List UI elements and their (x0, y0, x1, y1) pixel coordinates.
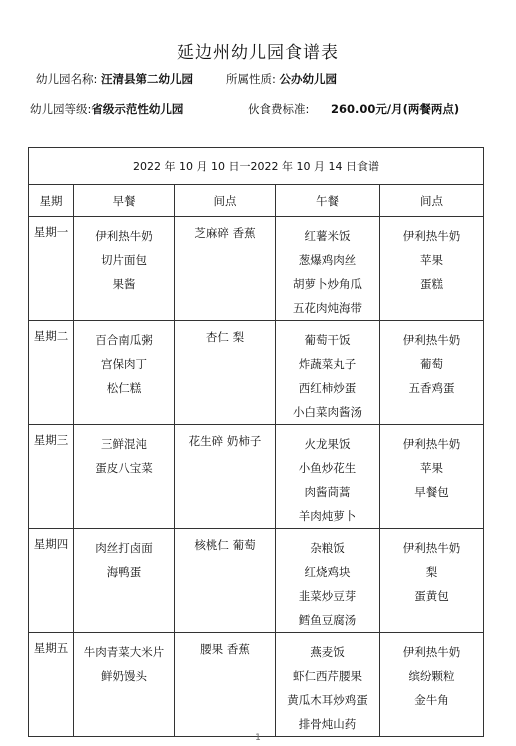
menu-item: 韭菜炒豆芽 (298, 589, 357, 603)
lunch-cell (276, 633, 380, 737)
menu-item: 伊利热牛奶 (402, 229, 461, 243)
menu-item: 葡萄干饭 (304, 333, 351, 347)
menu-item: 红薯米饭 (304, 229, 351, 243)
menu-item: 百合南瓜粥 (95, 333, 153, 347)
menu-item: 肉丝打卤面 (95, 541, 153, 555)
fee-value: 260.00元/月(两餐两点) (331, 102, 460, 116)
kindergarten-name (36, 71, 193, 87)
name-value: 汪清县第二幼儿园 (101, 72, 194, 86)
lunch-cell (276, 321, 380, 425)
breakfast-cell (74, 425, 175, 529)
menu-item: 伊利热牛奶 (402, 645, 461, 659)
breakfast-cell (74, 217, 175, 321)
page-title: 延边州幼儿园食谱表 (177, 43, 339, 63)
menu-item: 伊利热牛奶 (402, 437, 461, 451)
header-breakfast: 早餐 (74, 185, 175, 217)
lunch-cell (276, 217, 380, 321)
menu-item: 五花肉炖海带 (293, 301, 362, 315)
menu-item: 核桃仁 葡萄 (194, 538, 256, 552)
level-value: 省级示范性幼儿园 (91, 102, 184, 116)
menu-item: 鳕鱼豆腐汤 (298, 613, 357, 627)
level-label: 幼儿园等级: (30, 102, 92, 116)
kindergarten-level (30, 101, 183, 117)
meal-fee (248, 101, 459, 117)
table-row (29, 321, 484, 425)
nature-label: 所属性质: (226, 72, 276, 86)
table-row (29, 633, 484, 737)
menu-item: 葱爆鸡肉丝 (298, 253, 357, 267)
breakfast-cell (74, 529, 175, 633)
snack-pm-cell (380, 529, 484, 633)
menu-item: 早餐包 (414, 485, 449, 499)
date-range: 2022 年 10 月 10 日一2022 年 10 月 14 日食谱 (29, 148, 484, 185)
menu-item: 腰果 香蕉 (200, 642, 250, 656)
header-row (29, 185, 484, 217)
day-cell: 星期一 (29, 217, 74, 321)
menu-table (28, 147, 484, 737)
menu-item: 苹果 (420, 461, 443, 475)
day-cell: 星期四 (29, 529, 74, 633)
table-row (29, 425, 484, 529)
menu-item: 炸蔬菜丸子 (298, 357, 357, 371)
snack-pm-cell (380, 321, 484, 425)
table-row (29, 529, 484, 633)
menu-item: 伊利热牛奶 (95, 229, 153, 243)
menu-item: 伊利热牛奶 (402, 541, 461, 555)
menu-item: 蛋糕 (420, 277, 443, 291)
menu-item: 小鱼炒花生 (298, 461, 357, 475)
page-number: 1 (255, 733, 261, 743)
snack-pm-cell (380, 425, 484, 529)
menu-item: 梨 (425, 565, 438, 579)
menu-item: 肉酱茼蒿 (304, 485, 351, 499)
name-label: 幼儿园名称: (36, 72, 98, 86)
snack-am-cell (175, 321, 276, 425)
day-cell: 星期五 (29, 633, 74, 737)
menu-item: 三鲜混沌 (101, 437, 147, 451)
fee-label: 伙食费标准: (248, 102, 310, 116)
day-cell: 星期三 (29, 425, 74, 529)
menu-item: 燕麦饭 (310, 645, 345, 659)
menu-item: 五香鸡蛋 (408, 381, 455, 395)
menu-item: 松仁糕 (106, 381, 142, 395)
menu-item: 果酱 (112, 277, 136, 291)
lunch-cell (276, 425, 380, 529)
nature-value: 公办幼儿园 (279, 72, 338, 86)
menu-item: 胡萝卜炒角瓜 (293, 277, 362, 291)
menu-item: 杏仁 梨 (205, 330, 245, 344)
header-snack-am: 间点 (175, 185, 276, 217)
menu-item: 火龙果饭 (304, 437, 351, 451)
header-snack-pm: 间点 (380, 185, 484, 217)
snack-am-cell (175, 217, 276, 321)
day-cell: 星期二 (29, 321, 74, 425)
snack-pm-cell (380, 217, 484, 321)
snack-am-cell (175, 633, 276, 737)
menu-item: 蛋黄包 (414, 589, 449, 603)
menu-item: 花生碎 奶柿子 (188, 434, 262, 448)
menu-item: 牛肉青菜大米片 (83, 645, 165, 659)
snack-pm-cell (380, 633, 484, 737)
menu-item: 红烧鸡块 (304, 565, 351, 579)
menu-item: 伊利热牛奶 (402, 333, 461, 347)
kindergarten-nature (226, 71, 337, 87)
menu-item: 苹果 (420, 253, 443, 267)
menu-item: 小白菜肉酱汤 (293, 405, 362, 419)
menu-item: 鲜奶馒头 (101, 669, 147, 683)
snack-am-cell (175, 529, 276, 633)
menu-item: 缤纷颗粒 (408, 669, 455, 683)
menu-item: 西红柿炒蛋 (298, 381, 357, 395)
menu-item: 杂粮饭 (310, 541, 345, 555)
menu-item: 羊肉炖萝卜 (298, 509, 357, 523)
breakfast-cell (74, 321, 175, 425)
menu-item: 虾仁西芹腰果 (293, 669, 362, 683)
menu-item: 黄瓜木耳炒鸡蛋 (287, 693, 368, 707)
table-row (29, 217, 484, 321)
menu-item: 切片面包 (101, 253, 147, 267)
menu-item: 蛋皮八宝菜 (95, 461, 153, 475)
menu-item: 宫保肉丁 (101, 357, 147, 371)
menu-item: 葡萄 (420, 357, 443, 371)
menu-item: 海鸭蛋 (106, 565, 142, 579)
menu-item: 芝麻碎 香蕉 (194, 226, 256, 240)
header-day: 星期 (29, 185, 74, 217)
snack-am-cell (175, 425, 276, 529)
lunch-cell (276, 529, 380, 633)
menu-item: 排骨炖山药 (298, 717, 357, 731)
breakfast-cell (74, 633, 175, 737)
header-lunch: 午餐 (276, 185, 380, 217)
menu-item: 金牛角 (414, 693, 449, 707)
